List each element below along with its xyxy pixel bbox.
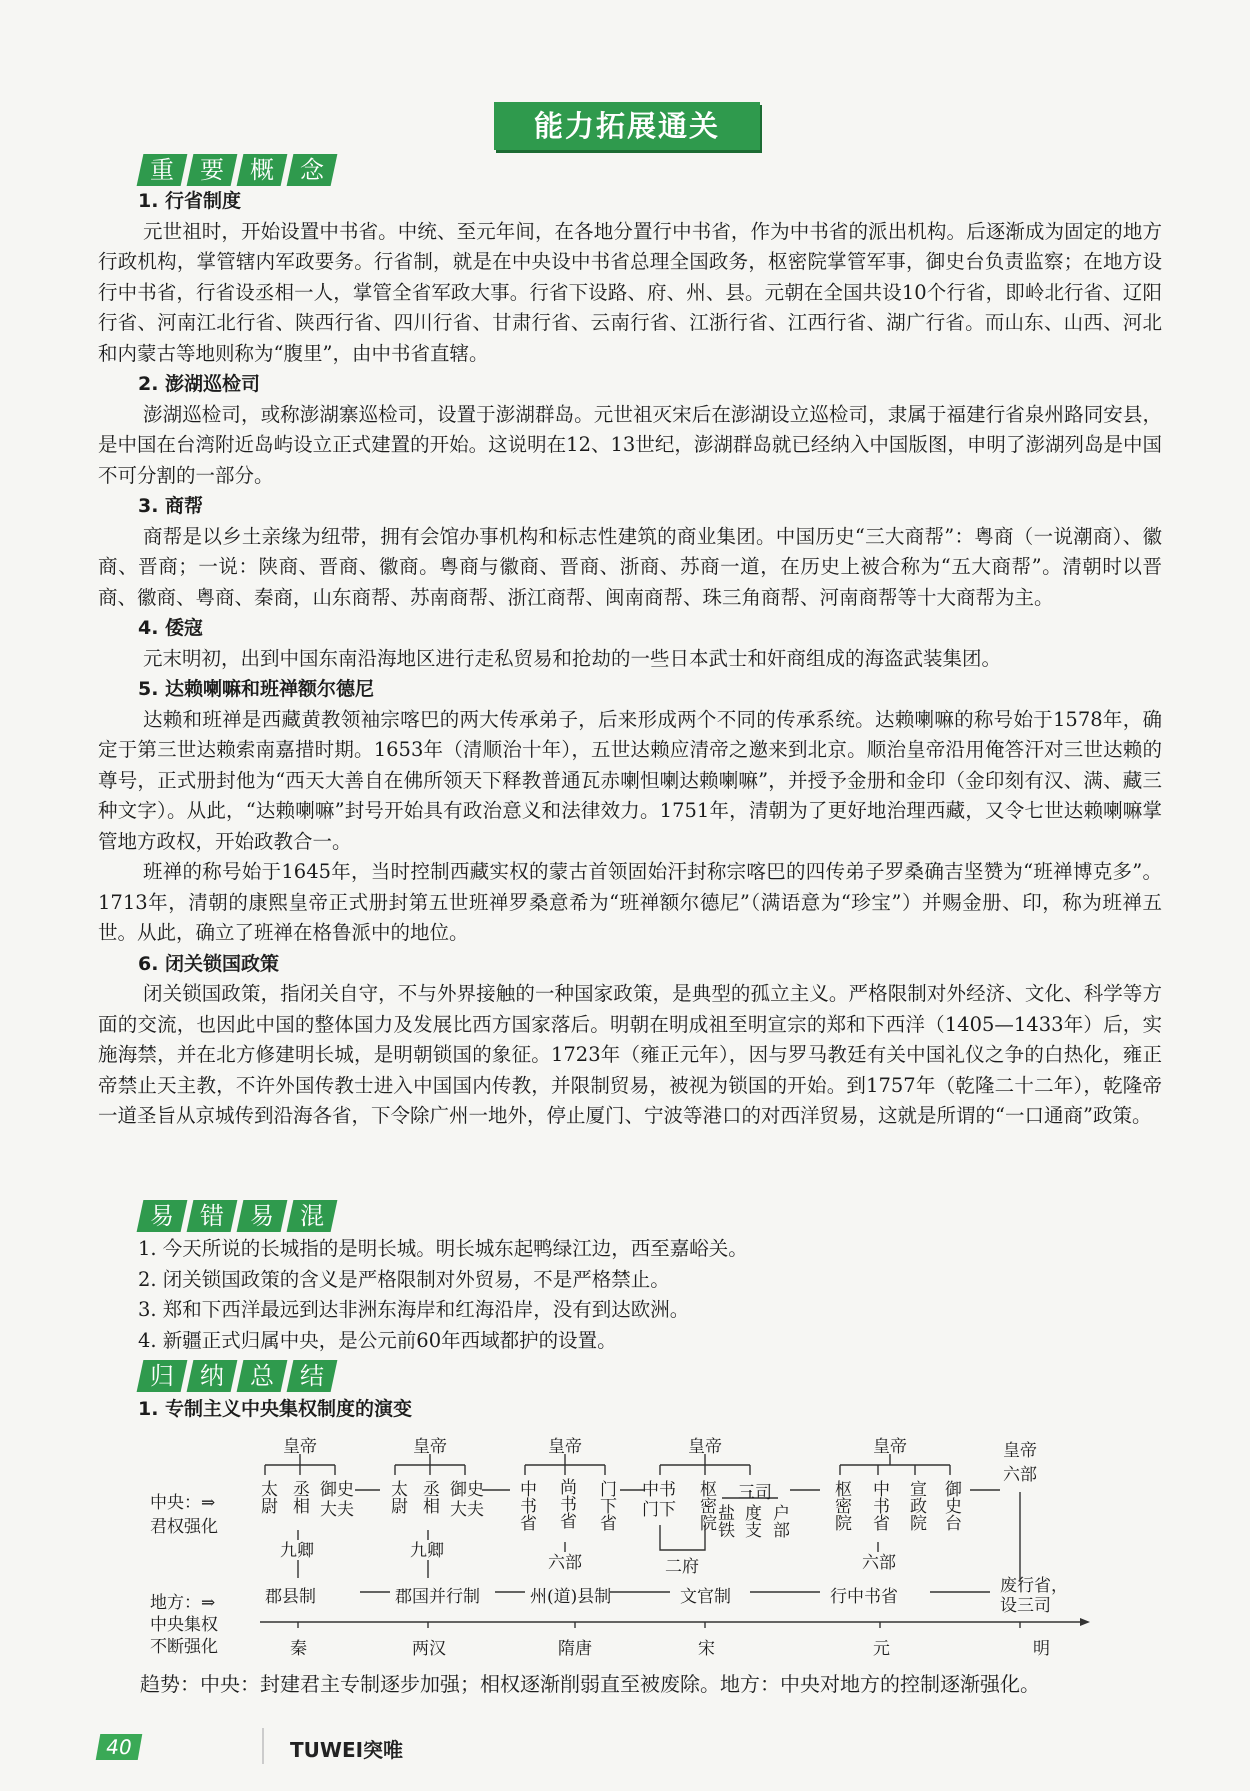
concept-paragraph: 澎湖巡检司，或称澎湖寨巡检司，设置于澎湖群岛。元世祖灭宋后在澎湖设立巡检司，隶属于福建行省泉州路同安县，是中国在台湾附近岛屿设立正式建置的开始。这说明在12、13世纪，澎湖群岛就已经纳入中国版图，申明了澎湖列岛是中国不可分割的一部分。	[98, 402, 1162, 487]
concept-heading: 4. 倭寇	[138, 617, 204, 639]
song-sansi: 三司	[738, 1483, 772, 1503]
page-number: 40	[96, 1734, 143, 1760]
section-tag-concepts: 重 要 概 念	[140, 154, 340, 186]
local-sub: 不断强化	[150, 1637, 218, 1657]
minister: 丞相	[289, 1480, 309, 1514]
summary-heading: 1. 专制主义中央集权制度的演变	[138, 1398, 413, 1420]
emperor-yuan: 皇帝	[873, 1437, 907, 1457]
central-label: 中央：⇒	[150, 1493, 216, 1513]
section-tag-summary: 归 纳 总 结	[140, 1360, 340, 1392]
department: 枢密院	[831, 1480, 851, 1531]
list-item: 1. 今天所说的长城指的是明长城。明长城东起鸭绿江边，西至嘉峪关。	[138, 1237, 748, 1260]
footer-divider	[262, 1728, 264, 1764]
jiuqing: 九卿	[410, 1541, 444, 1561]
concept-heading: 3. 商帮	[138, 495, 204, 517]
local-label: 地方：⇒	[150, 1593, 216, 1613]
song-shumi: 枢密院	[696, 1480, 716, 1531]
central-sub: 君权强化	[150, 1517, 218, 1537]
concept-paragraph: 班禅的称号始于1645年，当时控制西藏实权的蒙古首领固始汗封称宗喀巴的四传弟子罗桑确吉坚赞为“班禅博克多”。1713年，清朝的康熙皇帝正式册封第五世班禅罗桑意希为“班禅额尔德尼”（满语意为“珍宝”）并赐金册、印，称为班禅五世。从此，确立了班禅在格鲁派中的地位。	[98, 860, 1162, 944]
ming-liubu: 六部	[1003, 1465, 1037, 1485]
emperor-sui: 皇帝	[548, 1437, 582, 1457]
brand-logo: TUWEI突唯	[290, 1738, 404, 1762]
concept-paragraph: 达赖和班禅是西藏黄教领袖宗喀巴的两大传承弟子，后来形成两个不同的传承系统。达赖喇嘛的称号始于1578年，确定于第三世达赖索南嘉措时期。1653年（清顺治十年），五世达赖应清帝之邀来到北京。顺治皇帝沿用俺答汗对三世达赖的尊号，正式册封他为“西天大善自在佛所领天下释教普通瓦赤喇怛喇达赖喇嘛”，并授予金册和金印（金印刻有汉、满、藏三种文字）。从此，“达赖喇嘛”封号开始具有政治意义和法律效力。1751年，清朝为了更好地治理西藏，又令七世达赖喇嘛掌管地方政权，开始政教合一。	[98, 707, 1162, 853]
evolution-diagram	[140, 1430, 1100, 1670]
minister: 太尉	[387, 1480, 407, 1514]
emperor-qin: 皇帝	[283, 1437, 317, 1457]
erfu: 二府	[665, 1557, 699, 1577]
concept-paragraph: 元末明初，出到中国东南沿海地区进行走私贸易和抢劫的一些日本武士和奸商组成的海盗武装集团。	[143, 646, 1002, 670]
jiuqing: 九卿	[280, 1541, 314, 1561]
song-sansi-sub: 户部	[769, 1504, 789, 1538]
section-tag-mistakes: 易 错 易 混	[140, 1200, 340, 1232]
concepts-body	[98, 186, 1162, 1132]
song-zhongshu: 中书门下	[642, 1480, 676, 1520]
section-banner: 能力拓展通关	[494, 102, 760, 150]
department: 御史台	[941, 1480, 961, 1531]
list-item: 2. 闭关锁国政策的含义是严格限制对外贸易，不是严格禁止。	[138, 1267, 670, 1291]
concept-heading: 2. 澎湖巡检司	[138, 373, 261, 395]
liubu: 六部	[862, 1553, 896, 1573]
dynasty: 明	[1033, 1639, 1050, 1659]
summary-heading-wrap	[98, 1394, 1162, 1425]
emperor-song: 皇帝	[688, 1437, 722, 1457]
minister: 御史大夫	[320, 1480, 354, 1520]
minister: 太尉	[257, 1480, 277, 1514]
dynasty: 元	[873, 1639, 890, 1659]
local-system: 行中书省	[830, 1587, 898, 1607]
dynasty: 两汉	[412, 1639, 446, 1659]
song-sansi-sub: 度支	[741, 1504, 761, 1538]
concept-heading: 5. 达赖喇嘛和班禅额尔德尼	[138, 678, 375, 700]
emperor-han: 皇帝	[413, 1437, 447, 1457]
local-system: 文官制	[680, 1587, 731, 1607]
concept-paragraph: 闭关锁国政策，指闭关自守，不与外界接触的一种国家政策，是典型的孤立主义。严格限制对外经济、文化、科学等方面的交流，也因此中国的整体国力及发展比西方国家落后。明朝在明成祖至明宣宗的郑和下西洋（1405—1433年）后，实施海禁，并在北方修建明长城，是明朝锁国的象征。1723年（雍正元年），因与罗马教廷有关中国礼仪之争的白热化，雍正帝禁止天主教，不许外国传教士进入中国国内传教，并限制贸易，被视为锁国的开始。到1757年（乾隆二十二年），乾隆帝一道圣旨从京城传到沿海各省，下令除广州一地外，停止厦门、宁波等港口的对西洋贸易，这就是所谓的“一口通商”政策。	[98, 982, 1162, 1127]
concept-heading: 1. 行省制度	[138, 190, 242, 212]
department: 宣政院	[906, 1480, 926, 1531]
concept-paragraph: 商帮是以乡土亲缘为纽带，拥有会馆办事机构和标志性建筑的商业集团。中国历史“三大商帮”：粤商（一说潮商）、徽商、晋商；一说：陕商、晋商、徽商。粤商与徽商、晋商、浙商、苏商一道，在历史上被合称为“五大商帮”。清朝时以晋商、徽商、粤商、秦商，山东商帮、苏南商帮、浙江商帮、闽南商帮、珠三角商帮、河南商帮等十大商帮为主。	[98, 524, 1162, 609]
local-system: 郡县制	[265, 1587, 316, 1607]
local-system: 州(道)县制	[530, 1587, 612, 1607]
local-system: 郡国并行制	[395, 1587, 480, 1607]
liubu: 六部	[548, 1553, 582, 1573]
concept-heading: 6. 闭关锁国政策	[138, 952, 280, 975]
list-item: 3. 郑和下西洋最远到达非洲东海岸和红海沿岸，没有到达欧洲。	[138, 1298, 690, 1321]
dynasty: 秦	[290, 1639, 307, 1659]
trend-text: 趋势：中央：封建君主专制逐步加强；相权逐渐削弱直至被废除。地方：中央对地方的控制逐渐强化。	[140, 1672, 1040, 1696]
department: 中书省	[516, 1480, 536, 1531]
concept-paragraph: 元世祖时，开始设置中书省。中统、至元年间，在各地分置行中书省，作为中书省的派出机构。后逐渐成为固定的地方行政机构，掌管辖内军政要务。行省制，就是在中央设中书省总理全国政务，枢密院掌管军事，御史台负责监察；在地方设行中书省，行省设丞相一人，掌管全省军政大事。行省下设路、府、州、县。元朝在全国共设10个行省，即岭北行省、辽阳行省、河南江北行省、陕西行省、四川行省、甘肃行省、云南行省、江浙行省、江西行省、湖广行省。而山东、山西、河北和内蒙古等地则称为“腹里”，由中书省直辖。	[98, 219, 1162, 365]
dynasty: 宋	[698, 1639, 715, 1659]
local-system: 废行省，设三司	[1000, 1576, 1068, 1616]
minister: 丞相	[419, 1480, 439, 1514]
department: 尚书省	[556, 1478, 576, 1529]
local-sub: 中央集权	[150, 1615, 218, 1635]
song-sansi-sub: 盐铁	[714, 1504, 734, 1538]
dynasty: 隋唐	[558, 1639, 592, 1659]
emperor-ming: 皇帝	[1003, 1441, 1037, 1461]
list-item: 4. 新疆正式归属中央，是公元前60年西域都护的设置。	[138, 1328, 617, 1352]
mistakes-list	[98, 1234, 1162, 1356]
department: 中书省	[869, 1480, 889, 1531]
department: 门下省	[596, 1480, 616, 1531]
minister: 御史大夫	[450, 1480, 484, 1520]
